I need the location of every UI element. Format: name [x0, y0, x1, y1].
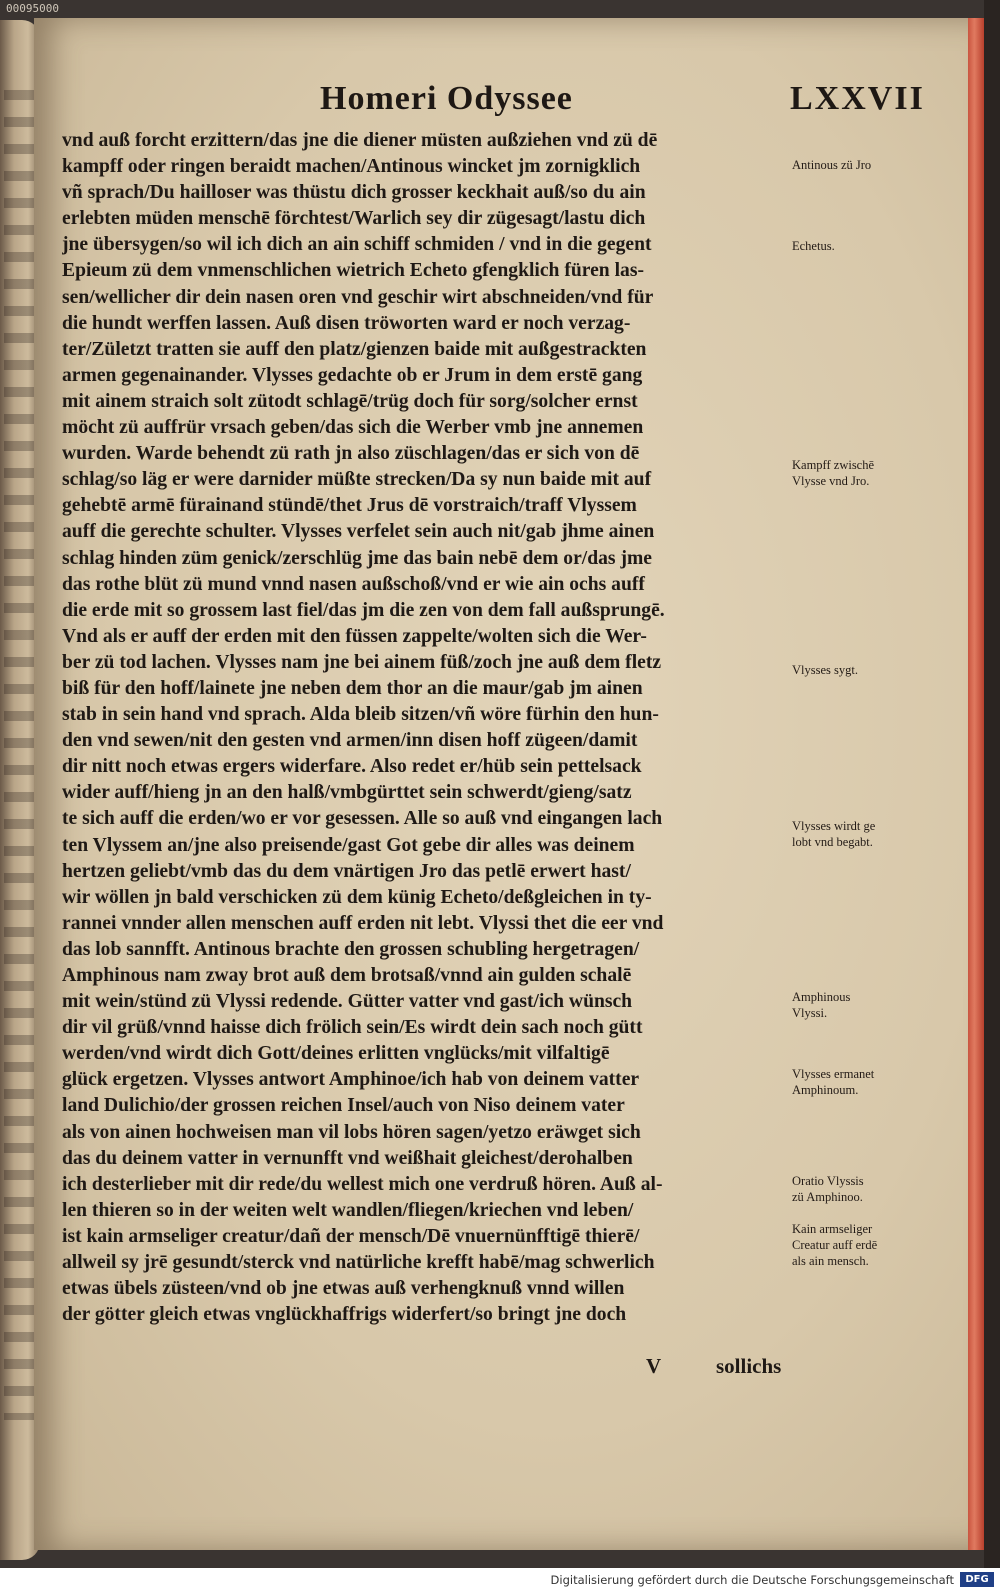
text-line: werden/vnd wirdt dich Gott/deines erlitten vnglücks/mit vilfaltigē	[62, 1043, 610, 1065]
text-line: gehebtē armē fürainand stündē/thet Jrus dē vorstraich/traff Vlyssem	[62, 495, 637, 517]
text-line: armen gegenainander. Vlysses gedachte ob er Jrum in dem erstē gang	[62, 364, 643, 386]
text-line: ich desterlieber mit dir rede/du wellest mich one verdruß hören. Auß al-	[62, 1173, 663, 1195]
text-line: ber zü tod lachen. Vlysses nam jne bei ainem füß/zoch jne auß dem fletz	[62, 651, 662, 673]
marginal-note: Antinous zü Jro	[792, 158, 872, 172]
text-line: das rothe blüt zü mund vnnd nasen außschoß/vnd er wie ain ochs auff	[62, 573, 645, 595]
text-line: den vnd sewen/nit den gesten vnd armen/inn disen hoff zügeen/damit	[62, 730, 638, 752]
text-line: biß für den hoff/lainete jne neben dem thor an die maur/gab jm ainen	[62, 677, 643, 699]
text-line: das lob sannfft. Antinous brachte den grossen schubling hergetragen/	[62, 938, 640, 960]
text-line: ist kain armseliger creatur/dañ der mensch/Dē vnuernünfftigē thierē/	[62, 1225, 640, 1247]
text-line: kampff oder ringen beraidt machen/Antinous wincket jm zornigklich	[62, 156, 641, 178]
text-line: vnd auß forcht erzittern/das jne die diener müsten außziehen vnd zü dē	[62, 130, 658, 151]
text-line: mit wein/stünd zü Vlyssi redende. Gütter vatter vnd gast/ich wünsch	[62, 991, 633, 1013]
scan-identifier: 00095000	[0, 0, 65, 17]
text-line: Amphinous nam zway brot auß dem brotsaß/vnnd ain gulden schalē	[62, 965, 632, 986]
text-line: auff die gerechte schulter. Vlysses verfelet sein auch nit/gab jhme ainen	[62, 521, 655, 543]
funding-credit: Digitalisierung gefördert durch die Deutsche Forschungsgemeinschaft	[550, 1573, 954, 1587]
marginal-note: Oratio Vlyssis zü Amphinoo.	[792, 1174, 864, 1204]
text-line: als von ainen hochweisen man vil lobs hören sagen/yetzo eräwget sich	[62, 1121, 641, 1143]
marginal-note: Kampff zwischē Vlysse vnd Jro.	[792, 458, 875, 488]
text-line: etwas übels züsteen/vnd ob jne etwas auß verhengknuß vnnd willen	[62, 1278, 625, 1300]
text-line: sen/wellicher dir dein nasen oren vnd geschir wirt abschneiden/vnd für	[62, 286, 654, 308]
running-title: Homeri Odyssee	[320, 80, 573, 117]
text-line: das du deinem vatter in vernunfft vnd weißhait gleichest/derohalben	[62, 1147, 633, 1169]
text-line: rannei vnnder allen menschen auff erden nit lebt. Vlyssi thet die eer vnd	[62, 912, 664, 934]
text-line: vñ sprach/Du hailloser was thüstu dich grosser keckhait auß/so du ain	[62, 182, 646, 204]
text-line: hertzen geliebt/vmb das du dem vnärtigen Jro das petlē erwert hast/	[62, 860, 631, 882]
dfg-logo: DFG	[960, 1572, 994, 1587]
marginal-note: Kain armseliger Creatur auff erdē als ain mensch.	[792, 1222, 878, 1268]
marginal-note: Vlysses ermanet Amphinoum.	[792, 1067, 875, 1097]
text-line: die erde mit so grossem last fiel/das jm die zen von dem fall außsprungē.	[62, 599, 665, 621]
text-line: len thieren so in der weiten welt wandlen/fliegen/kriechen vnd leben/	[62, 1199, 634, 1221]
text-line: dir nitt noch etwas ergers widerfare. Also redet er/hüb sein pettelsack	[62, 756, 642, 778]
text-line: wurden. Warde behendt zü rath jn also züschlagen/das er sich von dē	[62, 443, 640, 465]
folio-number: LXXVII	[790, 80, 925, 117]
text-line: schlag hinden züm genick/zerschlüg jme das bain nebē dem or/das jme	[62, 547, 653, 569]
text-line: erlebten müden menschē förchtest/Warlich sey dir zügesagt/lastu dich	[62, 208, 646, 230]
text-line: schlag/so läg er were darnider müßte strecken/Da sy nun baide mit auf	[62, 469, 652, 491]
text-line: jne übersygen/so wil ich dich an ain schiff schmiden / vnd in die gegent	[62, 234, 652, 256]
marginal-note: Vlysses sygt.	[792, 663, 858, 677]
text-line: Epieum zü dem vnmenschlichen wietrich Echeto gfengklich füren las-	[62, 260, 644, 282]
text-line: te sich auff die erden/wo er vor gesessen. Alle so auß vnd eingangen lach	[62, 808, 663, 830]
text-line: der götter gleich etwas vnglückhaffrigs widerfert/so bringt jne doch	[62, 1304, 627, 1326]
scan-background-edge	[984, 0, 1000, 1568]
text-line: ter/Zületzt tratten sie auff den platz/gienzen baide mit außgestrackten	[62, 338, 647, 360]
marginal-note: Amphinous Vlyssi.	[792, 990, 851, 1020]
body-text	[62, 128, 790, 1328]
text-line: wir wöllen jn bald verschicken zü dem künig Echeto/deßgleichen in ty-	[62, 886, 652, 908]
footer-bar	[0, 1568, 1000, 1592]
text-line: wider auff/hieng jn an den halß/vmbgürttet sein schwerdt/gieng/satz	[62, 782, 632, 804]
text-line: glück ergetzen. Vlysses antwort Amphinoe/ich hab von deinem vatter	[62, 1069, 640, 1091]
marginal-note: Echetus.	[792, 239, 835, 253]
catchword: sollichs	[716, 1354, 782, 1378]
text-line: ten Vlyssem an/jne also preisende/gast Got gebe dir alles was deinem	[62, 834, 635, 856]
text-line: dir vil grüß/vnnd haisse dich frölich sein/Es wirdt dein sach noch gütt	[62, 1017, 643, 1039]
marginal-note: Vlysses wirdt ge lobt vnd begabt.	[792, 819, 876, 849]
text-line: Vnd als er auff der erden mit den füssen zappelte/wolten sich die Wer-	[62, 625, 647, 647]
text-line: möcht zü auffrür vrsach geben/das sich die Werber vmb jne annemen	[62, 417, 644, 439]
text-line: die hundt werffen lassen. Auß disen tröworten ward er noch verzag-	[62, 312, 631, 334]
text-line: stab in sein hand vnd sprach. Alda bleib sitzen/vñ wöre fürhin den hun-	[62, 704, 659, 726]
text-line: land Dulichio/der grossen reichen Insel/auch von Niso deinem vater	[62, 1095, 625, 1117]
signature-mark: V	[646, 1354, 662, 1378]
text-line: mit ainem straich solt zütodt schlagē/trüg doch für sorg/solcher ernst	[62, 390, 638, 412]
text-line: allweil sy jrē gesundt/sterck vnd natürliche krefft habē/mag schwerlich	[62, 1252, 655, 1274]
